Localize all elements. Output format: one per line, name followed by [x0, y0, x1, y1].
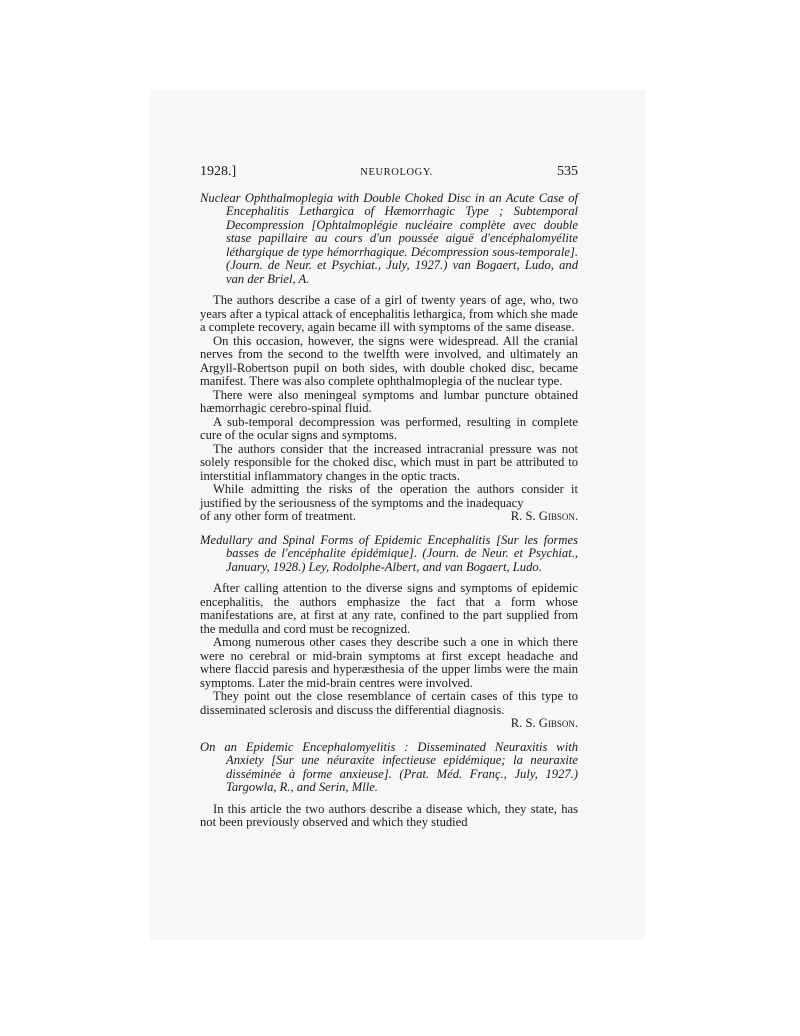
body-paragraph: They point out the close resemblance of certain cases of this type to disseminated sclerosis and discuss the differential diagnosis. [200, 689, 578, 717]
running-head-journal: NEUROLOGY. [360, 167, 433, 178]
article-3 [200, 741, 578, 830]
body-paragraph: Among numerous other cases they describe such a one in which there were no cerebral or mid-brain symptoms at first except headache and where flaccid paresis and hyperæsthesia of the upper limbs were the main symptoms. Later the mid-brain centres were involved. [200, 635, 578, 690]
running-head-page-number: 535 [557, 164, 578, 179]
body-paragraph: In this article the two authors describe a disease which, they state, has not been previously observed and which they studied [200, 801, 578, 829]
running-head-year: 1928.] [200, 164, 237, 179]
closing-line [200, 510, 578, 524]
article-title: On an Epidemic Encephalomyelitis : Disseminated Neuraxitis with Anxiety [Sur une néuraxite infectieuse epidémique; la neuraxite disséminée à forme anxieuse]. (Prat. Méd. Franç., July, 1927.) Targowla, R., and Serin, Mlle. [200, 739, 578, 794]
article-1 [200, 192, 578, 524]
body-paragraph-end: of any other form of treatment. [200, 509, 356, 523]
body-paragraph: After calling attention to the diverse signs and symptoms of epidemic encephalitis, the authors emphasize the fact that a form whose manifestations are, at first at any rate, confined to the part supplied from the medulla and cord must be recognized. [200, 581, 578, 636]
body-paragraph: The authors describe a case of a girl of twenty years of age, who, two years after a typical attack of encephalitis lethargica, from which she made a complete recovery, again became ill with symptoms of the same disease. [200, 293, 578, 334]
body-paragraph: There were also meningeal symptoms and lumbar puncture obtained hæmorrhagic cerebro-spinal fluid. [200, 387, 578, 415]
journal-page [200, 165, 578, 840]
author-signature: R. S. Gibson. [510, 509, 578, 523]
article-title: Nuclear Ophthalmoplegia with Double Choked Disc in an Acute Case of Encephalitis Lethargica of Hæmorrhagic Type ; Subtemporal Decompression [Ophtalmoplégie nucléaire complète avec double stase papillaire au cours d'un poussée aiguë d'encéphalomyélite léthargique de type hémorrhagique. Décompression sous-temporale]. (Journ. de Neur. et Psychiat., July, 1927.) van Bogaert, Ludo, and van der Briel, A. [200, 190, 578, 286]
article-2 [200, 534, 578, 731]
body-paragraph: On this occasion, however, the signs were widespread. All the cranial nerves from the second to the twelfth were involved, and ultimately an Argyll-Robertson pupil on both sides, with double choked disc, became manifest. There was also complete ophthalmoplegia of the nuclear type. [200, 333, 578, 388]
body-paragraph: A sub-temporal decompression was performed, resulting in complete cure of the ocular signs and symptoms. [200, 414, 578, 442]
body-paragraph: While admitting the risks of the operation the authors consider it justified by the seriousness of the symptoms and the inadequacy [200, 482, 578, 510]
running-head [200, 165, 578, 180]
body-paragraph: The authors consider that the increased intracranial pressure was not solely responsible for the choked disc, which must in part be attributed to interstitial inflammatory changes in the optic tracts. [200, 441, 578, 483]
article-title: Medullary and Spinal Forms of Epidemic Encephalitis [Sur les formes basses de l'encéphalite épidémique]. (Journ. de Neur. et Psychiat., January, 1928.) Ley, Rodolphe-Albert, and van Bogaert, Ludo. [200, 532, 578, 574]
author-signature: R. S. Gibson. [510, 716, 578, 730]
